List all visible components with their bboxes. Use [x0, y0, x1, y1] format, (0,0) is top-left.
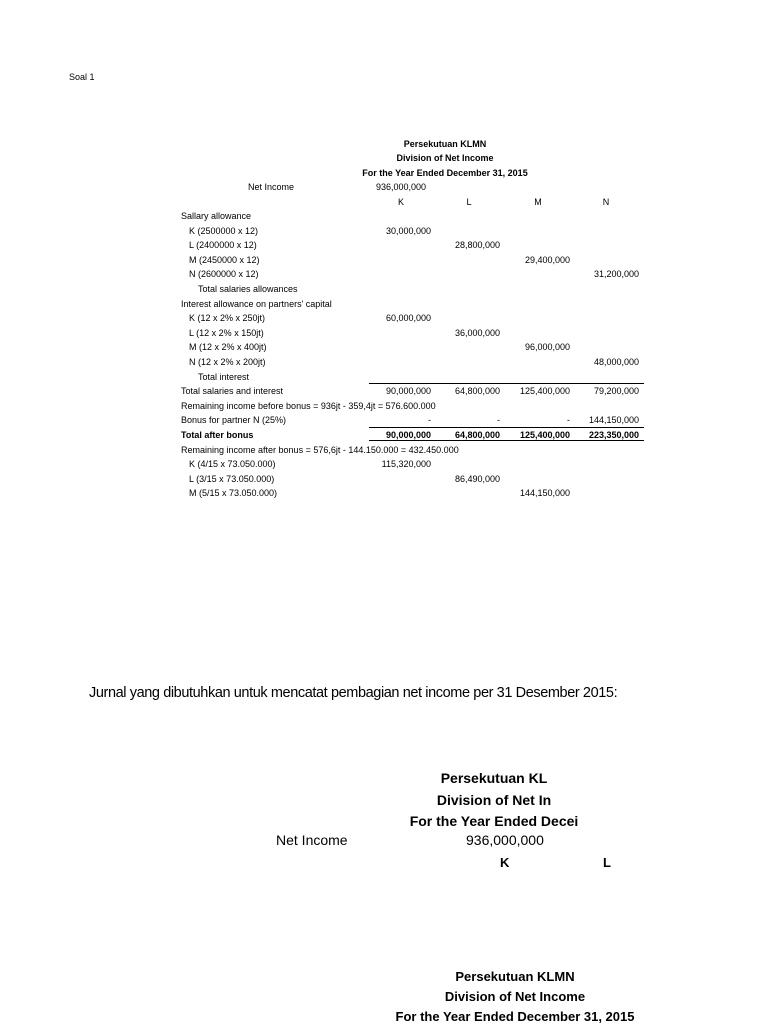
row-label: Total salaries allowances	[198, 284, 298, 294]
row-label: Total after bonus	[181, 430, 254, 440]
net-income-label: Net Income	[248, 182, 295, 192]
row-value-k: -	[428, 415, 431, 425]
net-income-value: 936,000,000	[376, 182, 427, 192]
zoom-net-income-label: Net Income	[276, 832, 348, 848]
zoom-title: Division of Net In	[436, 792, 552, 808]
bottom-period: For the Year Ended December 31, 2015	[395, 1009, 635, 1024]
row-label: M (5/15 x 73.050.000)	[189, 488, 278, 498]
column-header-m: M	[534, 197, 542, 207]
table-title: Division of Net Income	[396, 153, 494, 163]
row-label: L (3/15 x 73.050.000)	[189, 474, 275, 484]
row-value-n: 79,200,000	[593, 386, 639, 396]
row-value-l: -	[497, 415, 500, 425]
zoom-period: For the Year Ended Decei	[409, 813, 579, 829]
row-value-m: -	[567, 415, 570, 425]
row-label: Interest allowance on partners' capital	[181, 299, 332, 309]
row-value-n: 31,200,000	[593, 269, 639, 279]
row-label: M (2450000 x 12)	[189, 255, 260, 265]
row-value-k: 60,000,000	[385, 313, 431, 323]
row-label: K (2500000 x 12)	[189, 226, 259, 236]
column-header-l: L	[466, 197, 472, 207]
row-value-n: 48,000,000	[593, 357, 639, 367]
row-label: Total salaries and interest	[181, 386, 284, 396]
row-value-l: 36,000,000	[454, 328, 500, 338]
table-period: For the Year Ended December 31, 2015	[362, 168, 528, 178]
row-value-m: 29,400,000	[524, 255, 570, 265]
row-label: L (12 x 2% x 150jt)	[189, 328, 264, 338]
row-value-k: 90,000,000	[385, 386, 431, 396]
zoom-company: Persekutuan KL	[440, 770, 548, 786]
row-label: N (2600000 x 12)	[189, 269, 259, 279]
row-value-m: 144,150,000	[519, 488, 570, 498]
row-label: K (4/15 x 73.050.000)	[189, 459, 276, 469]
row-label: Remaining income before bonus = 936jt - 359,4jt = 576.600.000	[181, 401, 436, 411]
row-value-m: 125,400,000	[519, 430, 570, 440]
column-header-n: N	[602, 197, 610, 207]
rule-total-salaries	[369, 383, 644, 384]
row-label: L (2400000 x 12)	[189, 240, 257, 250]
zoom-net-income-value: 936,000,000	[466, 832, 544, 848]
row-label: Bonus for partner N (25%)	[181, 415, 287, 425]
row-value-m: 96,000,000	[524, 342, 570, 352]
row-value-l: 64,800,000	[454, 386, 500, 396]
row-value-n: 144,150,000	[588, 415, 639, 425]
rule-total-after-bonus-top	[369, 427, 644, 428]
row-label: K (12 x 2% x 250jt)	[189, 313, 266, 323]
bottom-title: Division of Net Income	[444, 989, 586, 1004]
row-label: M (12 x 2% x 400jt)	[189, 342, 267, 352]
column-header-k: K	[397, 197, 404, 207]
table-company: Persekutuan KLMN	[403, 139, 487, 149]
row-label: Total interest	[198, 372, 250, 382]
journal-heading: Jurnal yang dibutuhkan untuk mencatat pembagian net income per 31 Desember 2015:	[89, 685, 618, 701]
row-value-k: 90,000,000	[385, 430, 431, 440]
question-label: Soal 1	[69, 72, 95, 82]
zoom-column-k: K	[500, 855, 510, 870]
row-value-m: 125,400,000	[519, 386, 570, 396]
bottom-company: Persekutuan KLMN	[455, 969, 575, 984]
row-value-l: 64,800,000	[454, 430, 500, 440]
row-value-l: 86,490,000	[454, 474, 500, 484]
zoom-column-l: L	[603, 855, 611, 870]
row-value-k: 30,000,000	[385, 226, 431, 236]
row-value-k: 115,320,000	[381, 459, 431, 469]
row-value-l: 28,800,000	[454, 240, 500, 250]
row-label: N (12 x 2% x 200jt)	[189, 357, 266, 367]
rule-total-after-bonus-bottom	[369, 440, 644, 441]
row-value-n: 223,350,000	[588, 430, 639, 440]
row-label: Remaining income after bonus = 576,6jt - 144.150.000 = 432.450.000	[181, 445, 459, 455]
row-label: Sallary allowance	[181, 211, 252, 221]
